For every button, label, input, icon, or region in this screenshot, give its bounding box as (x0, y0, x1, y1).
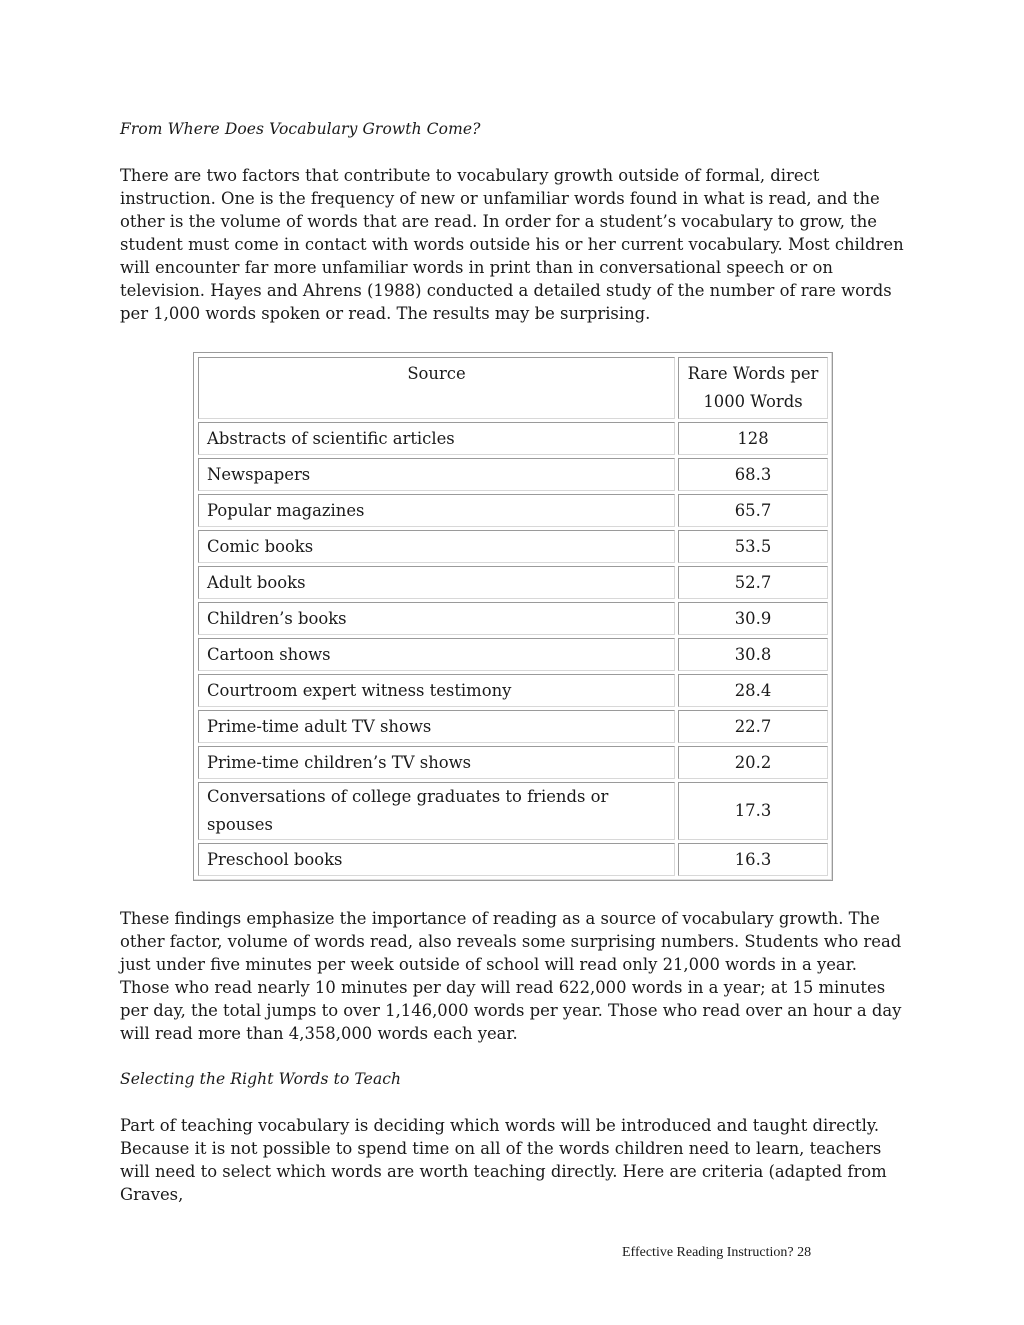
table-row (198, 782, 828, 840)
paragraph-intro: There are two factors that contribute to vocabulary growth outside of formal, direct instruction. One is the frequency of new or unfamiliar words found in what is read, and the other is the volume of words that are read. In order for a student’s vocabulary to grow, the student must come in contact with words outside his or her current vocabulary. Most children will encounter far more unfamiliar words in print than in conversational speech or on television. Hayes and Ahrens (1988) conducted a detailed study of the number of rare words per 1,000 words spoken or read. The results may be surprising. (120, 166, 904, 323)
table-row (198, 746, 828, 779)
table-cell-value: 22.7 (678, 710, 828, 743)
paragraph-selecting: Part of teaching vocabulary is deciding which words will be introduced and taught directly. Because it is not possible to spend time on all of the words children need to learn, teachers will need to select which words are worth teaching directly. Here are criteria (adapted from Graves, (120, 1116, 887, 1204)
table-row (198, 458, 828, 491)
table-cell-source: Prime-time children’s TV shows (198, 746, 675, 779)
table-cell-value: 16.3 (678, 843, 828, 876)
table-cell-value: 30.8 (678, 638, 828, 671)
table-cell-source: Preschool books (198, 843, 675, 876)
table-cell-value: 68.3 (678, 458, 828, 491)
table-cell-value: 28.4 (678, 674, 828, 707)
table-cell-source: Abstracts of scientific articles (198, 422, 675, 455)
table-cell-value: 20.2 (678, 746, 828, 779)
table-row (198, 422, 828, 455)
table-row (198, 530, 828, 563)
table-header-rare-words: Rare Words per 1000 Words (678, 357, 828, 419)
table-cell-source: Newspapers (198, 458, 675, 491)
table-cell-value: 52.7 (678, 566, 828, 599)
rare-words-table (193, 352, 833, 881)
table-row (198, 710, 828, 743)
table-cell-value: 65.7 (678, 494, 828, 527)
table-cell-source: Cartoon shows (198, 638, 675, 671)
table-row (198, 843, 828, 876)
table-row (198, 674, 828, 707)
page-footer: Effective Reading Instruction? 28 (622, 1245, 812, 1260)
table-row (198, 494, 828, 527)
table-row (198, 566, 828, 599)
paragraph-findings: These findings emphasize the importance of reading as a source of vocabulary growth. The other factor, volume of words read, also reveals some surprising numbers. Students who read just under five minutes per week outside of school will read only 21,000 words in a year. Those who read nearly 10 minutes per day will read 622,000 words in a year; at 15 minutes per day, the total jumps to over 1,146,000 words per year. Those who read over an hour a day will read more than 4,358,000 words each year. (120, 909, 902, 1043)
table-cell-source: Children’s books (198, 602, 675, 635)
table-cell-value: 128 (678, 422, 828, 455)
table-cell-source: Comic books (198, 530, 675, 563)
section-heading-selecting-words: Selecting the Right Words to Teach (120, 1070, 402, 1088)
table-header-source: Source (198, 357, 675, 419)
section-heading-vocabulary-growth: From Where Does Vocabulary Growth Come? (120, 120, 481, 138)
table-header-row (198, 357, 828, 419)
table-row (198, 602, 828, 635)
table-cell-value: 17.3 (678, 782, 828, 840)
table-cell-source: Courtroom expert witness testimony (198, 674, 675, 707)
table-cell-value: 30.9 (678, 602, 828, 635)
table-cell-source: Popular magazines (198, 494, 675, 527)
table-cell-source: Prime-time adult TV shows (198, 710, 675, 743)
page-content (120, 118, 910, 1206)
table-cell-source: Conversations of college graduates to friends or spouses (198, 782, 675, 840)
table-cell-value: 53.5 (678, 530, 828, 563)
table-cell-source: Adult books (198, 566, 675, 599)
table-row (198, 638, 828, 671)
